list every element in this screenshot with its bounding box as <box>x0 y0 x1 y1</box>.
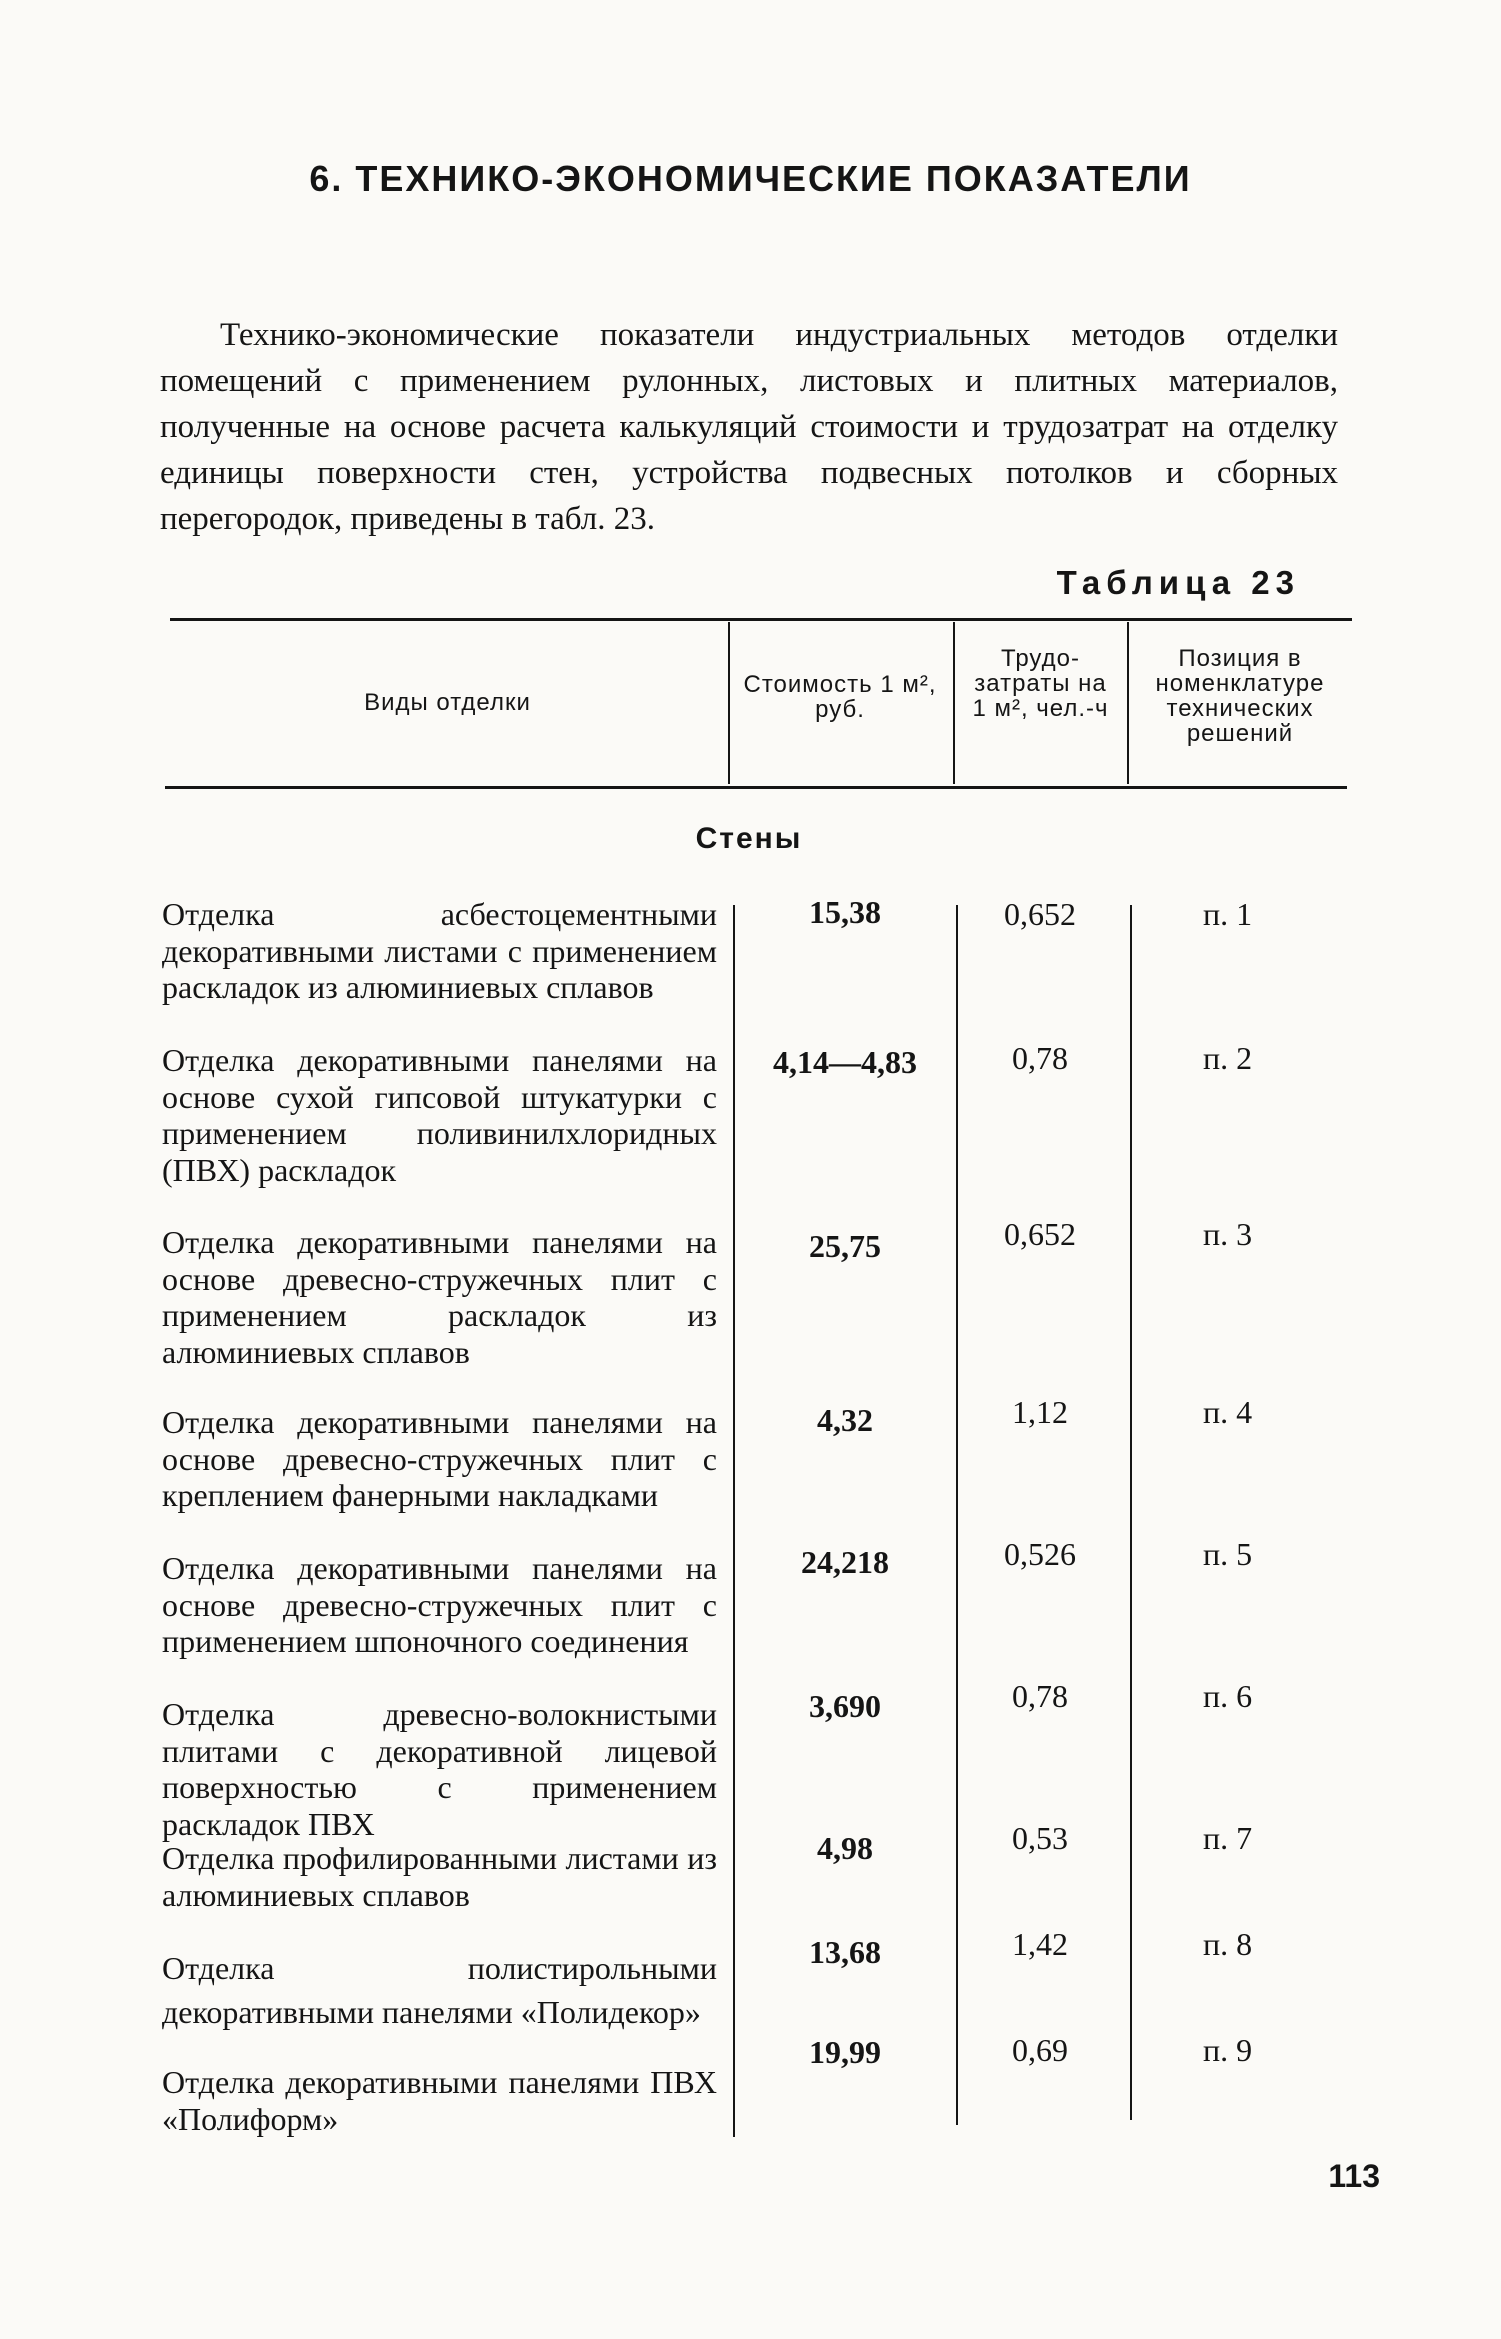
table-row-7-name: Отделка профилированными листами из алюминиевых сплавов <box>162 1840 717 1913</box>
header-labor: Трудо-затраты на 1 м², чел.-ч <box>972 645 1109 722</box>
table-row-4-cost: 4,32 <box>817 1402 873 1438</box>
table-row-9-labor: 0,69 <box>1012 2032 1068 2068</box>
table-row-5-labor: 0,526 <box>1004 1536 1076 1572</box>
table-top-rule <box>170 618 1352 621</box>
header-separator-1 <box>728 622 730 784</box>
table-row-1-labor: 0,652 <box>1004 896 1076 932</box>
table-row-3-cost: 25,75 <box>809 1228 881 1264</box>
header-separator-2 <box>953 622 955 784</box>
table-row-6-cost: 3,690 <box>809 1688 881 1724</box>
table-row-7-labor: 0,53 <box>1012 1820 1068 1856</box>
intro-paragraph: Технико-экономические показатели индустриальных методов отделки помещений с применением рулонных, листовых и плитных материалов, полученные на основе расчета калькуляций стоимости и трудозатрат на отделку единицы поверхности стен, устройства подвесных потолков и сборных перегородок, приведены в табл. 23. <box>160 317 1338 537</box>
table-row-4-position: п. 4 <box>1202 1394 1253 1430</box>
table-row-1-position: п. 1 <box>1202 896 1253 932</box>
table-row-2-labor: 0,78 <box>1012 1040 1068 1076</box>
table-row-4-name: Отделка декоративными панелями на основе древесно-стружечных плит с креплением фанерными накладками <box>162 1404 717 1513</box>
table-row-1-cost: 15,38 <box>809 894 881 930</box>
section-title-walls: Стены <box>695 822 803 855</box>
table-row-3-labor: 0,652 <box>1004 1216 1076 1252</box>
header-type: Виды отделки <box>364 689 531 716</box>
table-row-5-name: Отделка декоративными панелями на основе древесно-стружечных плит с применением шпоночного соединения <box>162 1550 717 1659</box>
table-row-9-cost: 19,99 <box>809 2034 881 2070</box>
table-row-2-name: Отделка декоративными панелями на основе сухой гипсовой штукатурки с применением поливинилхлоридных (ПВХ) раскладок <box>162 1042 717 1188</box>
section-heading: 6. ТЕХНИКО-ЭКОНОМИЧЕСКИЕ ПОКАЗАТЕЛИ <box>309 158 1192 199</box>
table-header-rule <box>165 786 1347 789</box>
table-row-8-position: п. 8 <box>1202 1926 1253 1962</box>
table-row-9-position: п. 9 <box>1202 2032 1253 2068</box>
table-row-4-labor: 1,12 <box>1012 1394 1068 1430</box>
table-row-5-cost: 24,218 <box>801 1544 889 1580</box>
table-label: Таблица 23 <box>1056 564 1300 601</box>
table-row-2-position: п. 2 <box>1202 1040 1253 1076</box>
table-row-8-name: Отделка полистирольными декоративными панелями «Полидекор» <box>162 1950 717 2030</box>
header-position: Позиция в номенклатуре технических решений <box>1155 645 1325 747</box>
table-row-6-position: п. 6 <box>1202 1678 1253 1714</box>
header-separator-3 <box>1127 622 1129 784</box>
table-row-2-cost: 4,14—4,83 <box>773 1044 917 1080</box>
table-row-3-position: п. 3 <box>1202 1216 1253 1252</box>
page-number: 113 <box>1328 2158 1380 2194</box>
table-row-5-position: п. 5 <box>1202 1536 1253 1572</box>
table-row-8-cost: 13,68 <box>809 1934 881 1970</box>
table-row-1-name: Отделка асбестоцементными декоративными листами с применением раскладок из алюминиевых сплавов <box>162 896 717 1005</box>
table-row-3-name: Отделка декоративными панелями на основе древесно-стружечных плит с применением раскладок из алюминиевых сплавов <box>162 1224 717 1370</box>
table-row-7-position: п. 7 <box>1202 1820 1253 1856</box>
table-row-7-cost: 4,98 <box>817 1830 873 1866</box>
table-row-8-labor: 1,42 <box>1012 1926 1068 1962</box>
table-row-6-labor: 0,78 <box>1012 1678 1068 1714</box>
table-row-6-name: Отделка древесно-волокнистыми плитами с декоративной лицевой поверхностью с применением раскладок ПВХ <box>162 1696 717 1842</box>
header-cost: Стоимость 1 м², руб. <box>743 671 937 723</box>
table-row-9-name: Отделка декоративными панелями ПВХ «Полиформ» <box>162 2064 717 2137</box>
